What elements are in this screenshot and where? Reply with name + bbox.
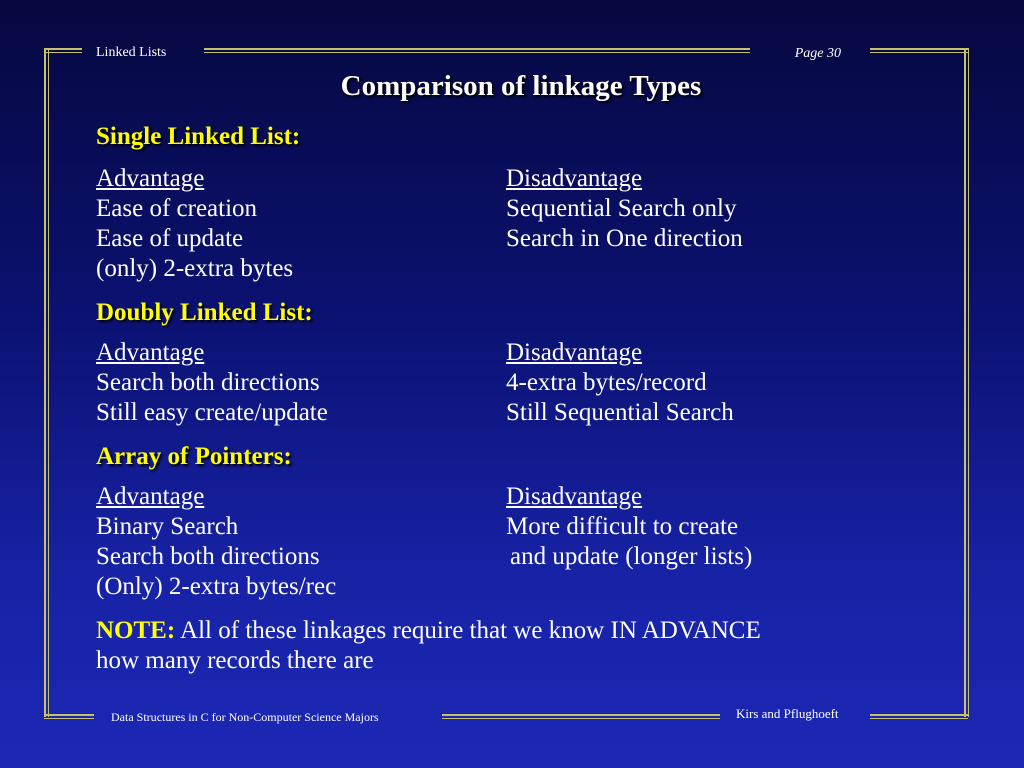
slide-title: Comparison of linkage Types bbox=[340, 70, 702, 102]
table-row bbox=[96, 542, 956, 572]
table-header-row bbox=[96, 482, 956, 512]
table-row bbox=[96, 224, 956, 254]
disadvantage-label: Disadvantage bbox=[506, 165, 643, 192]
page-number: Page 30 bbox=[794, 46, 841, 61]
table-row bbox=[96, 572, 956, 602]
frame-right-line bbox=[964, 48, 969, 717]
table-header-row bbox=[96, 338, 956, 368]
advantage-item: Binary Search bbox=[96, 513, 239, 540]
frame-bottom-right-line bbox=[870, 714, 968, 719]
table-row bbox=[96, 194, 956, 224]
header-section-label: Linked Lists bbox=[96, 45, 167, 60]
table-row bbox=[96, 254, 956, 284]
note-line-1 bbox=[96, 616, 956, 646]
advantage-item: Search both directions bbox=[96, 543, 320, 570]
footer-authors: Kirs and Pflughoeft bbox=[736, 706, 839, 721]
advantage-item: Ease of update bbox=[96, 225, 244, 252]
advantage-item: Still easy create/update bbox=[96, 399, 328, 426]
table-row bbox=[96, 368, 956, 398]
comparison-table bbox=[96, 338, 956, 428]
comparison-table bbox=[96, 164, 956, 284]
section-array-of-pointers bbox=[96, 442, 956, 602]
frame-bottom-left-line bbox=[44, 714, 94, 719]
table-header-row bbox=[96, 164, 956, 194]
table-row bbox=[96, 398, 956, 428]
advantage-item: (only) 2-extra bytes bbox=[96, 255, 294, 282]
disadvantage-item: Search in One direction bbox=[506, 225, 743, 252]
slide-content bbox=[96, 120, 956, 676]
footer-course-title: Data Structures in C for Non-Computer Science Majors bbox=[111, 710, 379, 724]
frame-top-right-line bbox=[870, 48, 968, 53]
note-line-2: how many records there are bbox=[96, 647, 374, 674]
table-row bbox=[96, 512, 956, 542]
advantage-label: Advantage bbox=[96, 165, 205, 192]
disadvantage-item: and update (longer lists) bbox=[510, 543, 753, 570]
frame-left-line bbox=[44, 48, 49, 717]
disadvantage-item: Still Sequential Search bbox=[506, 399, 734, 426]
frame-bottom-middle-line bbox=[442, 714, 720, 719]
section-doubly-linked-list bbox=[96, 298, 956, 428]
note-text: All of these linkages require that we know IN ADVANCE bbox=[175, 617, 761, 644]
note-label: NOTE: bbox=[96, 617, 176, 644]
advantage-item: Ease of creation bbox=[96, 195, 258, 222]
section-heading: Doubly Linked List: bbox=[96, 299, 313, 326]
section-heading: Single Linked List: bbox=[96, 123, 301, 150]
note-block bbox=[96, 616, 956, 676]
disadvantage-label: Disadvantage bbox=[506, 483, 643, 510]
section-single-linked-list bbox=[96, 122, 956, 284]
disadvantage-item: More difficult to create bbox=[506, 513, 739, 540]
disadvantage-item: 4-extra bytes/record bbox=[506, 369, 707, 396]
section-heading: Array of Pointers: bbox=[96, 443, 292, 470]
disadvantage-item: Sequential Search only bbox=[506, 195, 737, 222]
advantage-label: Advantage bbox=[96, 339, 205, 366]
advantage-item: (Only) 2-extra bytes/rec bbox=[96, 573, 337, 600]
advantage-item: Search both directions bbox=[96, 369, 320, 396]
frame-top-left-line bbox=[44, 48, 82, 53]
comparison-table bbox=[96, 482, 956, 602]
frame-top-middle-line bbox=[204, 48, 750, 53]
advantage-label: Advantage bbox=[96, 483, 205, 510]
disadvantage-label: Disadvantage bbox=[506, 339, 643, 366]
